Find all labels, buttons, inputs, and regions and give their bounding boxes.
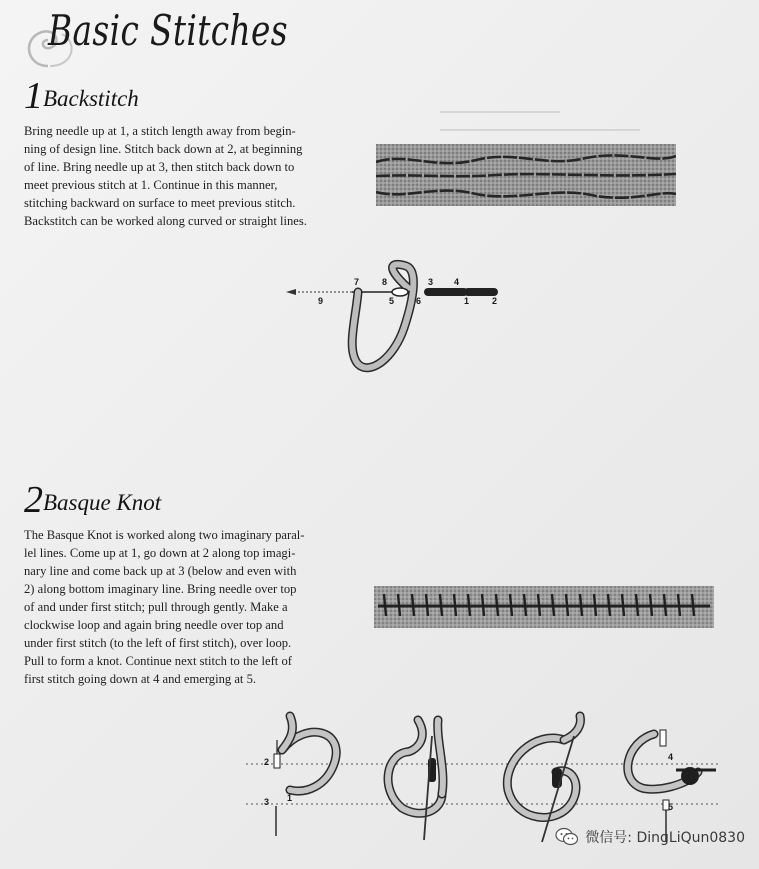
text-line: The Basque Knot is worked along two imaginary paral- [24, 528, 305, 542]
diagram-label: 3 [264, 797, 270, 807]
text-line: 2) along bottom imaginary line. Bring needle over top [24, 582, 297, 596]
section-heading-backstitch [24, 74, 139, 118]
text-line: lel lines. Come up at 1, go down at 2 along top imagi- [24, 546, 296, 560]
diagram-label: 3 [428, 277, 434, 287]
backstitch-instructions [24, 122, 364, 230]
section-name: Basque Knot [43, 490, 162, 515]
text-line: stitching backward on surface to meet previous stitch. [24, 196, 296, 210]
diagram-label: 2 [264, 757, 270, 767]
diagram-label: 1 [287, 793, 293, 803]
basque-knot-sample-photo [374, 586, 714, 628]
text-line: Pull to form a knot. Continue next stitch to the left of [24, 654, 292, 668]
diagram-label: 6 [416, 296, 422, 306]
text-line: nary line and come back up at 3 (below and even with [24, 564, 297, 578]
wechat-watermark [555, 827, 745, 847]
text-line: Bring needle up at 1, a stitch length away from begin- [24, 124, 296, 138]
text-line: meet previous stitch at 1. Continue in this manner, [24, 178, 278, 192]
diagram-label: 8 [382, 277, 388, 287]
backstitch-sample-photo [376, 144, 676, 206]
diagram-label: 5 [389, 296, 395, 306]
section-number: 1 [24, 75, 43, 117]
text-line: under first stitch (to the left of first stitch), over loop. [24, 636, 292, 650]
text-line: of and under first stitch; pull through gently. Make a [24, 600, 288, 614]
diagram-label: 2 [492, 296, 498, 306]
step-3-illustration [507, 716, 580, 842]
backstitch-diagram [286, 258, 506, 384]
watermark-text: 微信号: DingLiQun0830 [585, 830, 745, 846]
section-heading-basque-knot [24, 478, 161, 522]
step-4-illustration [628, 730, 716, 842]
text-line: Backstitch can be worked along curved or straight lines. [24, 214, 307, 228]
diagram-label: 4 [668, 752, 674, 762]
diagram-label: 1 [464, 296, 470, 306]
step-1-illustration [274, 716, 336, 836]
section-name: Backstitch [43, 86, 139, 111]
wechat-icon [555, 827, 579, 847]
diagram-label: 9 [318, 296, 324, 306]
text-line: of line. Bring needle up at 3, then stitch back down to [24, 160, 295, 174]
basque-knot-instructions [24, 526, 364, 688]
page-title: Basic Stitches [48, 6, 289, 55]
section-number: 2 [24, 479, 43, 521]
step-2-illustration [388, 720, 443, 840]
diagram-label: 5 [668, 802, 674, 812]
diagram-label: 7 [354, 277, 360, 287]
text-line: clockwise loop and again bring needle over top and [24, 618, 284, 632]
diagram-label: 4 [454, 277, 460, 287]
text-line: first stitch going down at 4 and emerging at 5. [24, 672, 257, 686]
text-line: ning of design line. Stitch back down at 2, at beginning [24, 142, 303, 156]
